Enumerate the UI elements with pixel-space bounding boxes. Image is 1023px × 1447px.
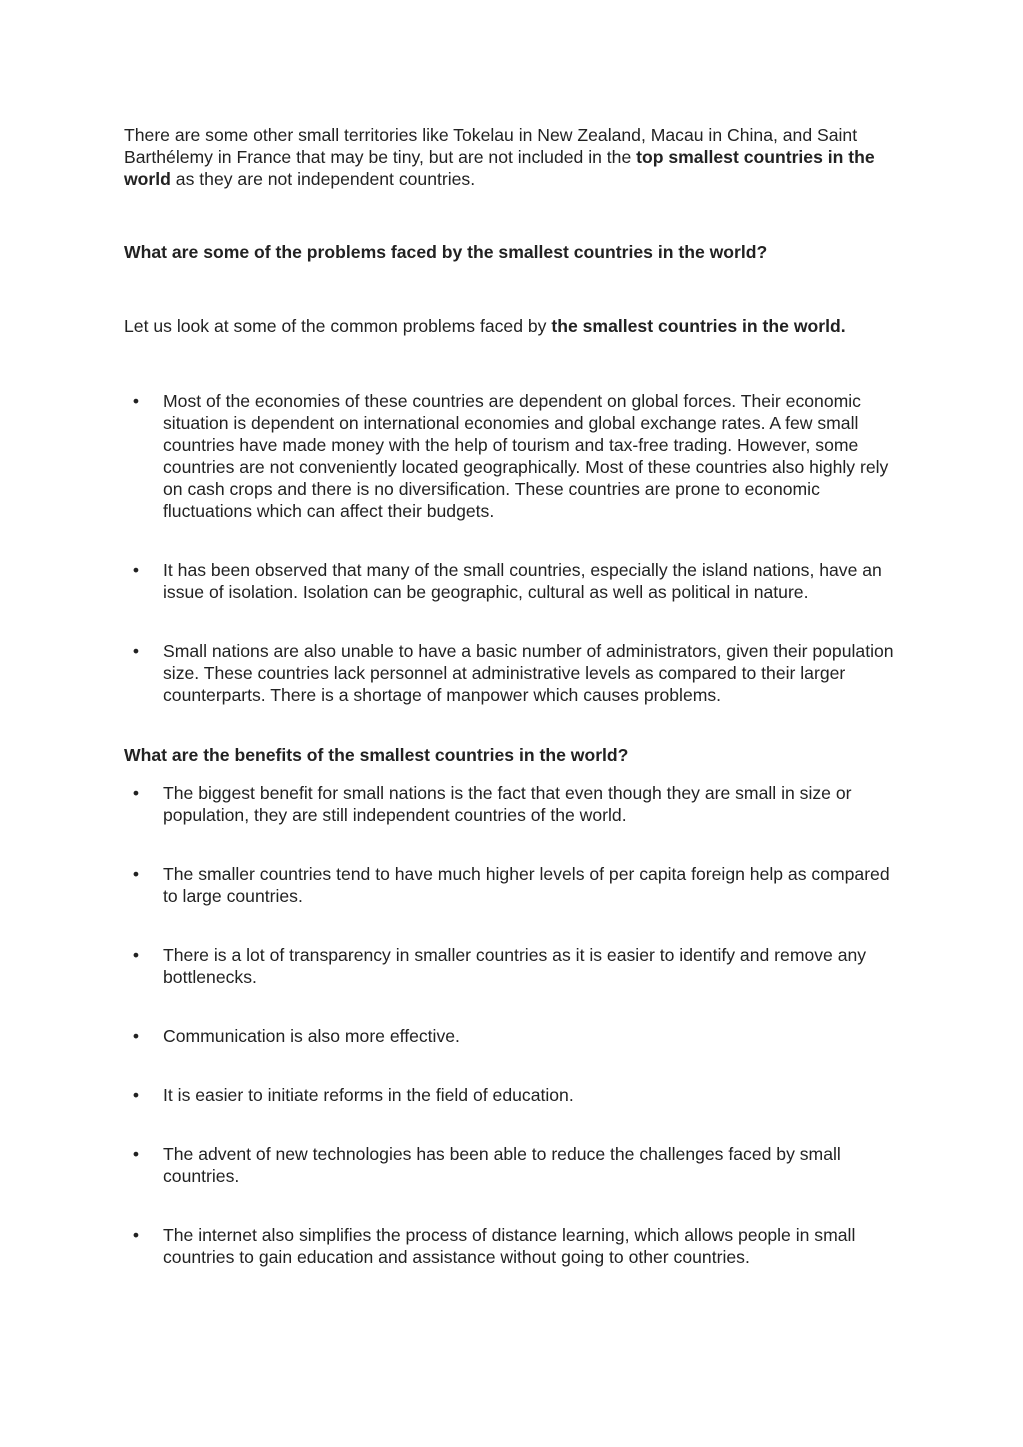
list-item: [124, 390, 904, 522]
benefits-heading: What are the benefits of the smallest countries in the world?: [124, 745, 629, 765]
list-item: [124, 1025, 904, 1047]
list-item: [124, 1143, 904, 1187]
lead-bold-phrase: the smallest countries in the world.: [551, 316, 846, 336]
intro-paragraph: [124, 124, 904, 190]
list-item: [124, 640, 904, 706]
list-item-text: The advent of new technologies has been able to reduce the challenges faced by small countries.: [163, 1144, 841, 1186]
document-page: [124, 124, 904, 1268]
bullet-icon: •: [132, 1026, 140, 1046]
problems-lead-paragraph: [124, 315, 904, 337]
bullet-icon: •: [132, 945, 140, 965]
list-item: [124, 782, 904, 826]
list-item: [124, 863, 904, 907]
list-item: [124, 944, 904, 988]
list-item-text: The biggest benefit for small nations is the fact that even though they are small in size or population, they are still independent countries of the world.: [163, 783, 852, 825]
lead-text: Let us look at some of the common problems faced by: [124, 316, 552, 336]
list-item: [124, 559, 904, 603]
intro-text-start: There are some other small territories like Tokelau in New Zealand, Macau in China, and Saint Barthélemy in France that may be tiny, but are not included in the: [124, 125, 858, 167]
list-item-text: The internet also simplifies the process of distance learning, which allows people in small countries to gain education and assistance without going to other countries.: [163, 1225, 856, 1267]
bullet-icon: •: [132, 1085, 140, 1105]
list-item-text: There is a lot of transparency in smaller countries as it is easier to identify and remove any bottlenecks.: [163, 945, 867, 987]
list-item-text: Communication is also more effective.: [163, 1026, 460, 1046]
problems-list: [124, 390, 904, 706]
benefits-list: [124, 782, 904, 1268]
bullet-icon: •: [132, 1144, 140, 1164]
intro-bold-phrase: top smallest countries in the world: [124, 147, 875, 189]
bullet-icon: •: [132, 783, 140, 803]
list-item-text: It is easier to initiate reforms in the field of education.: [163, 1085, 574, 1105]
list-item: [124, 1084, 904, 1106]
intro-text-end: as they are not independent countries.: [170, 169, 476, 189]
bullet-icon: •: [132, 641, 140, 661]
list-item-text: The smaller countries tend to have much higher levels of per capita foreign help as compared to large countries.: [163, 864, 890, 906]
list-item: [124, 1224, 904, 1268]
bullet-icon: •: [132, 1225, 140, 1245]
list-item-text: It has been observed that many of the small countries, especially the island nations, have an issue of isolation. Isolation can be geographic, cultural as well as political in nature.: [163, 560, 882, 602]
bullet-icon: •: [132, 391, 140, 411]
list-item-text: Most of the economies of these countries are dependent on global forces. Their economic situation is dependent on international economies and global exchange rates. A few small countries have made money with the help of tourism and tax-free trading. However, some countries are not conveniently located geographically. Most of these countries also highly rely on cash crops and there is no diversification. These countries are prone to economic fluctuations which can affect their budgets.: [163, 391, 889, 521]
bullet-icon: •: [132, 864, 140, 884]
bullet-icon: •: [132, 560, 140, 580]
problems-heading: What are some of the problems faced by the smallest countries in the world?: [124, 242, 768, 262]
list-item-text: Small nations are also unable to have a basic number of administrators, given their population size. These countries lack personnel at administrative levels as compared to their larger counterparts. There is a shortage of manpower which causes problems.: [163, 641, 894, 705]
